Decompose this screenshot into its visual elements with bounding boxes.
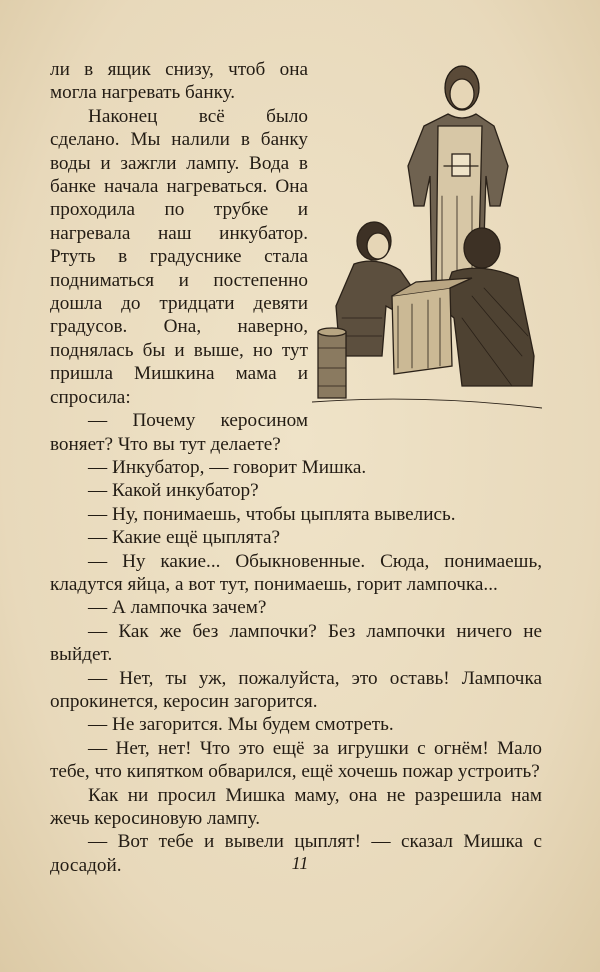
paragraph-continuation: ли в ящик снизу, чтоб она могла нагревать банку. [50, 59, 308, 104]
paragraph: — Какие ещё цыплята? [88, 527, 281, 549]
paragraph: — Не загорится. Мы будем смотреть. [88, 714, 394, 736]
paragraph: — Нет, ты уж, пожалуйста, это оставь! Лампочка опрокинется, керосин загорится. [50, 667, 542, 712]
paragraph: — Нет, нет! Что это ещё за игрушки с огнём! Мало тебе, что кипятком обварился, ещё хочешь пожар устроить? [50, 737, 542, 783]
paragraph: — Ну, понимаешь, чтобы цыплята вывелись. [88, 503, 456, 525]
paragraph: — Как же без лампочки? Без лампочки ничего не выйдет. [50, 620, 542, 666]
story-text [50, 58, 542, 877]
paragraph: Как ни просил Мишка маму, она не разрешила нам жечь керосиновую лампу. [50, 784, 542, 829]
paragraph: Наконец всё было сделано. Мы налили в банку воды и зажгли лампу. Вода в банке начала нагреваться. Она проходила по трубке и нагревала наш инкубатор. Ртуть в градуснике стала подниматься и постепенно дошла до тридцати девяти градусов. Она, наверно, поднялась бы и выше, но тут пришла Мишкина мама и спросила: [50, 105, 308, 408]
paragraph: — А лампочка зачем? [88, 597, 267, 619]
paragraph: — Инкубатор, — говорит Мишка. [88, 456, 367, 478]
page-number: 11 [291, 853, 309, 873]
paragraph: — Вот тебе и вывели цыплят! — сказал Мишка с досадой. [50, 831, 542, 876]
paragraph: — Почему керосином воняет? Что вы тут делаете? [50, 410, 308, 455]
paragraph: — Ну какие... Обыкновенные. Сюда, понимаешь, кладутся яйца, а вот тут, понимаешь, горит лампочка... [50, 550, 542, 595]
paragraph: — Какой инкубатор? [88, 480, 259, 502]
